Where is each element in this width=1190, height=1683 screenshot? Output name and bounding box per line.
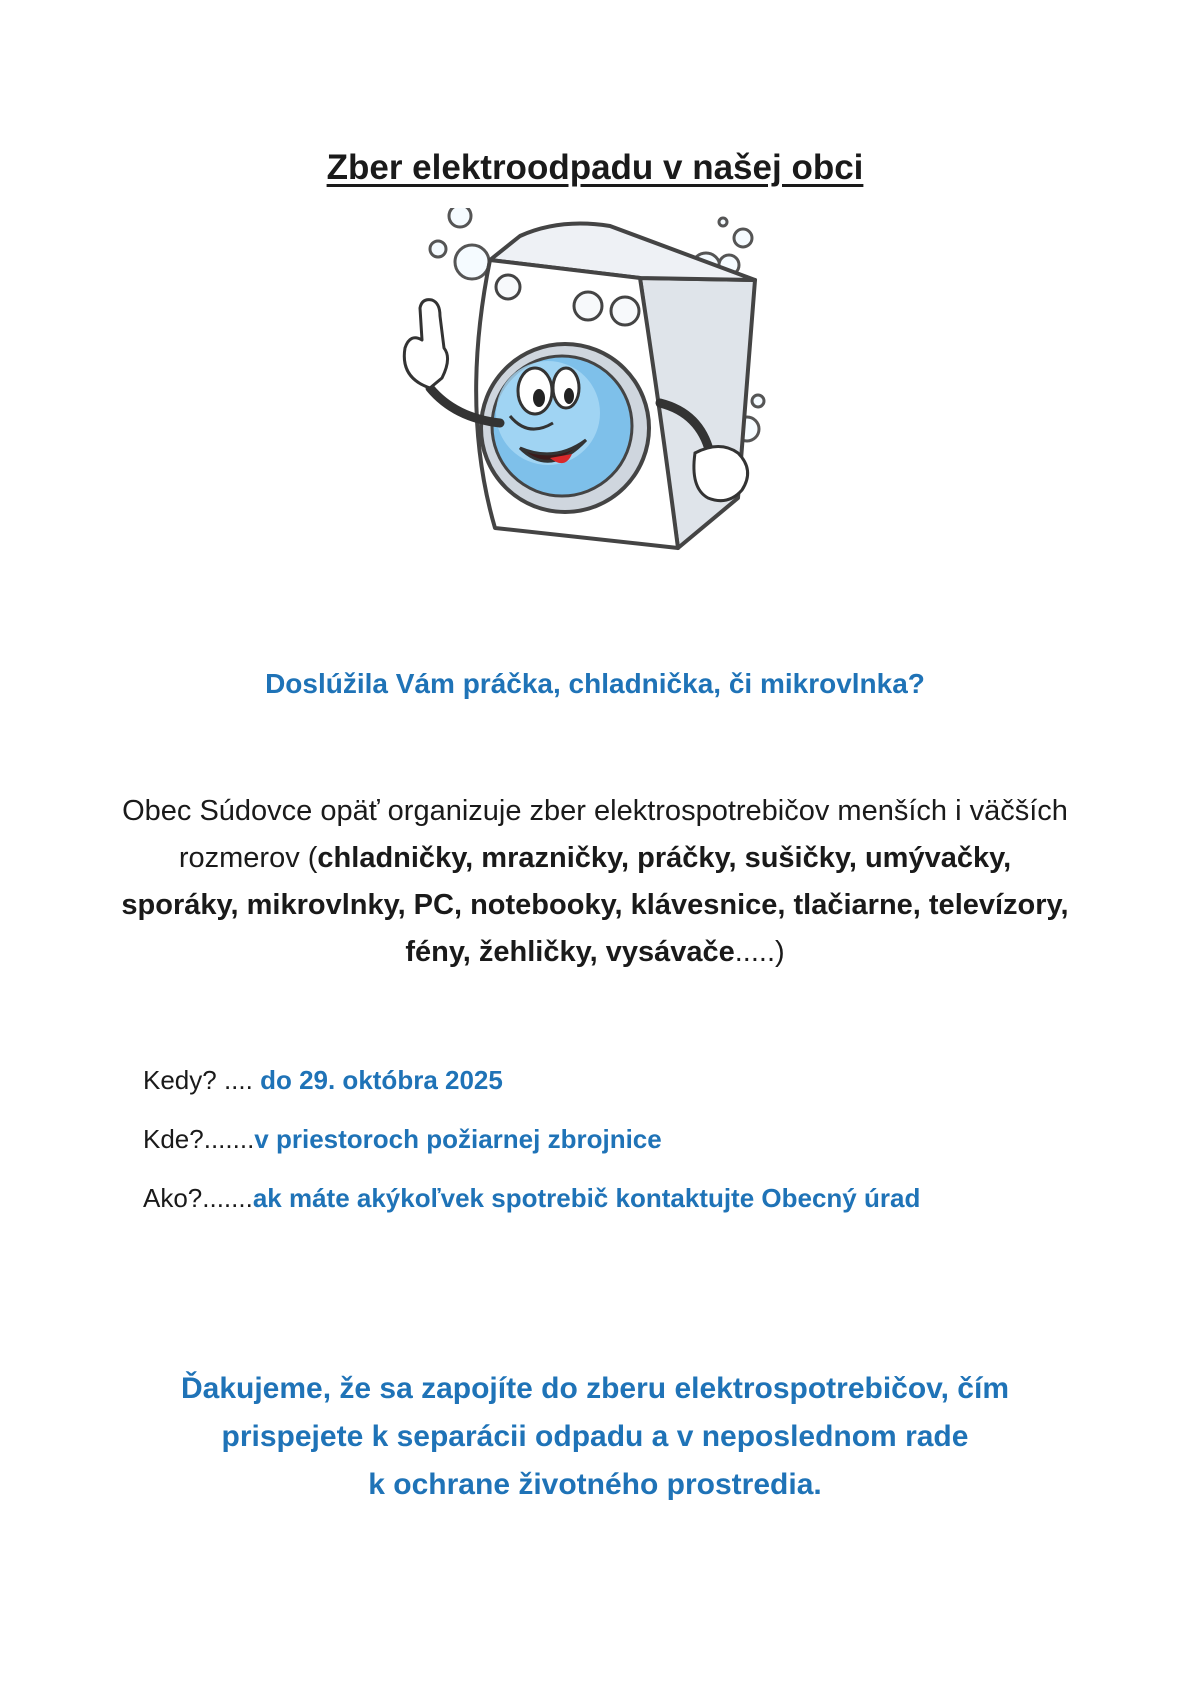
appliance-list: chladničky, mrazničky, práčky, sušičky, umývačky, sporáky, mikrovlnky, PC, notebooky, klávesnice, tlačiarne, televízory, fény, žehličky, vysávače xyxy=(121,842,1069,968)
info-value-method: ak máte akýkoľvek spotrebič kontaktujte Obecný úrad xyxy=(252,1183,921,1213)
page-title: Zber elektroodpadu v našej obci xyxy=(326,148,864,187)
info-row-where xyxy=(143,1119,920,1178)
washing-machine-mascot-icon xyxy=(360,208,830,588)
thanks-line: k ochrane životného prostredia. xyxy=(368,1468,822,1501)
question-heading: Doslúžila Vám práčka, chladnička, či mikrovlnka? xyxy=(265,668,925,699)
paragraph-ending: .....) xyxy=(734,936,785,968)
info-label: Kedy? .... xyxy=(143,1065,261,1095)
announcement-paragraph xyxy=(120,788,1070,976)
info-label: Kde?....... xyxy=(143,1124,255,1154)
info-row-how xyxy=(143,1178,920,1237)
info-label: Ako?....... xyxy=(143,1183,253,1213)
paragraph-intro: Obec Súdovce opäť organizuje zber elektrospotrebičov menších i väčších rozmerov ( xyxy=(122,795,1068,874)
thanks-line: Ďakujeme, že sa zapojíte do zberu elektrospotrebičov, čím xyxy=(180,1372,1010,1405)
thanks-message xyxy=(60,1365,1130,1509)
info-value-place: v priestoroch požiarnej zbrojnice xyxy=(254,1124,662,1154)
thanks-line: prispejete k separácii odpadu a v neposlednom rade xyxy=(221,1420,969,1453)
info-value-date: do 29. októbra 2025 xyxy=(260,1065,503,1095)
info-row-when xyxy=(143,1060,920,1119)
info-list xyxy=(143,1060,920,1237)
